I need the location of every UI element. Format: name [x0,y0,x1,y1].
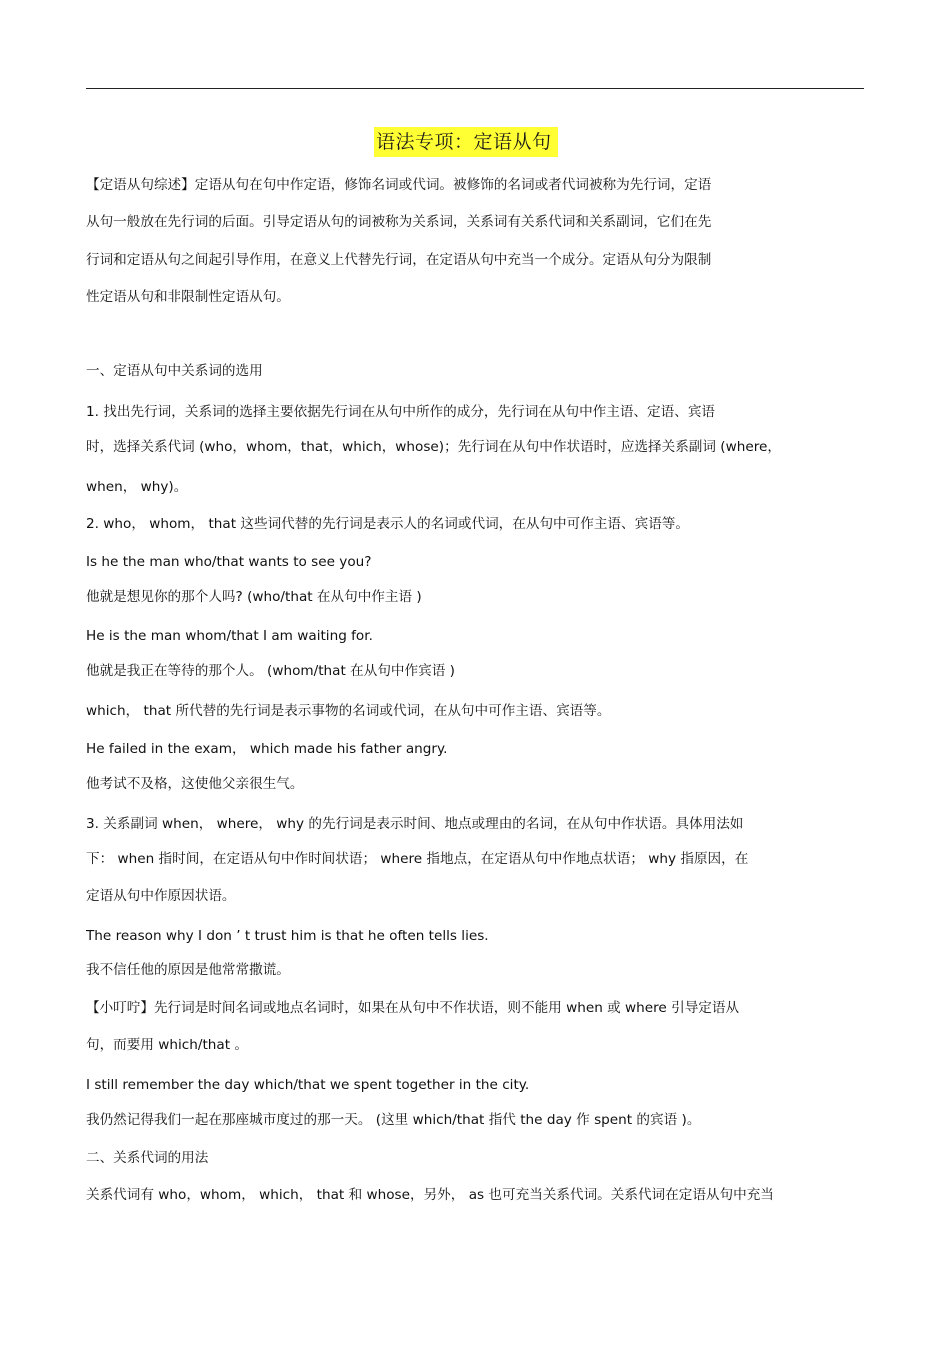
text-line: 行词和定语从句之间起引导作用，在意义上代替先行词，在定语从句中充当一个成分。定语从句分为限制 [86,252,712,268]
text-line: 一、定语从句中关系词的选用 [86,363,263,379]
text-line: He is the man whom/that I am waiting for. [86,628,373,644]
text-line: 关系代词有 who，whom， which， that 和 whose，另外， as 也可充当关系代词。关系代词在定语从句中充当 [86,1187,774,1203]
text-line: I still remember the day which/that we spent together in the city. [86,1077,530,1093]
text-line: 他就是想见你的那个人吗? (who/that 在从句中作主语 ) [86,589,422,605]
text-line: 他考试不及格，这使他父亲很生气。 [86,776,304,792]
text-line: 他就是我正在等待的那个人。 (whom/that 在从句中作宾语 ) [86,663,455,679]
text-line: 我不信任他的原因是他常常撒谎。 [86,962,290,978]
header-rule [86,88,864,89]
text-line: He failed in the exam， which made his father angry. [86,741,448,757]
text-line: 3. 关系副词 when， where， why 的先行词是表示时间、地点或理由的名词，在从句中作状语。具体用法如 [86,816,744,832]
text-line: 2. who， whom， that 这些词代替的先行词是表示人的名词或代词，在从句中可作主语、宾语等。 [86,516,689,532]
text-line: 定语从句中作原因状语。 [86,888,236,904]
text-line: 【小叮咛】先行词是时间名词或地点名词时，如果在从句中不作状语，则不能用 when 或 where 引导定语从 [86,1000,740,1016]
text-line: 下： when 指时间，在定语从句中作时间状语； where 指地点，在定语从句中作地点状语； why 指原因，在 [86,851,749,867]
text-line: when， why)。 [86,479,188,495]
page-title: 语法专项：定语从句 [374,127,558,157]
text-line: which， that 所代替的先行词是表示事物的名词或代词，在从句中可作主语、宾语等。 [86,703,611,719]
text-line: Is he the man who/that wants to see you? [86,554,372,570]
text-line: 1. 找出先行词，关系词的选择主要依据先行词在从句中所作的成分，先行词在从句中作主语、定语、宾语 [86,404,716,420]
text-line: 【定语从句综述】定语从句在句中作定语，修饰名词或代词。被修饰的名词或者代词被称为先行词，定语 [86,177,712,193]
text-line: 从句一般放在先行词的后面。引导定语从句的词被称为关系词，关系词有关系代词和关系副词，它们在先 [86,214,712,230]
text-line: 句，而要用 which/that 。 [86,1037,248,1053]
text-line: 时，选择关系代词 (who，whom，that，which，whose)；先行词在从句中作状语时，应选择关系副词 (where， [86,439,781,455]
text-line: 我仍然记得我们一起在那座城市度过的那一天。 (这里 which/that 指代 the day 作 spent 的宾语 )。 [86,1112,701,1128]
text-line: The reason why I don ’ t trust him is that he often tells lies. [86,928,489,944]
text-line: 性定语从句和非限制性定语从句。 [86,289,290,305]
text-line: 二、关系代词的用法 [86,1150,209,1166]
